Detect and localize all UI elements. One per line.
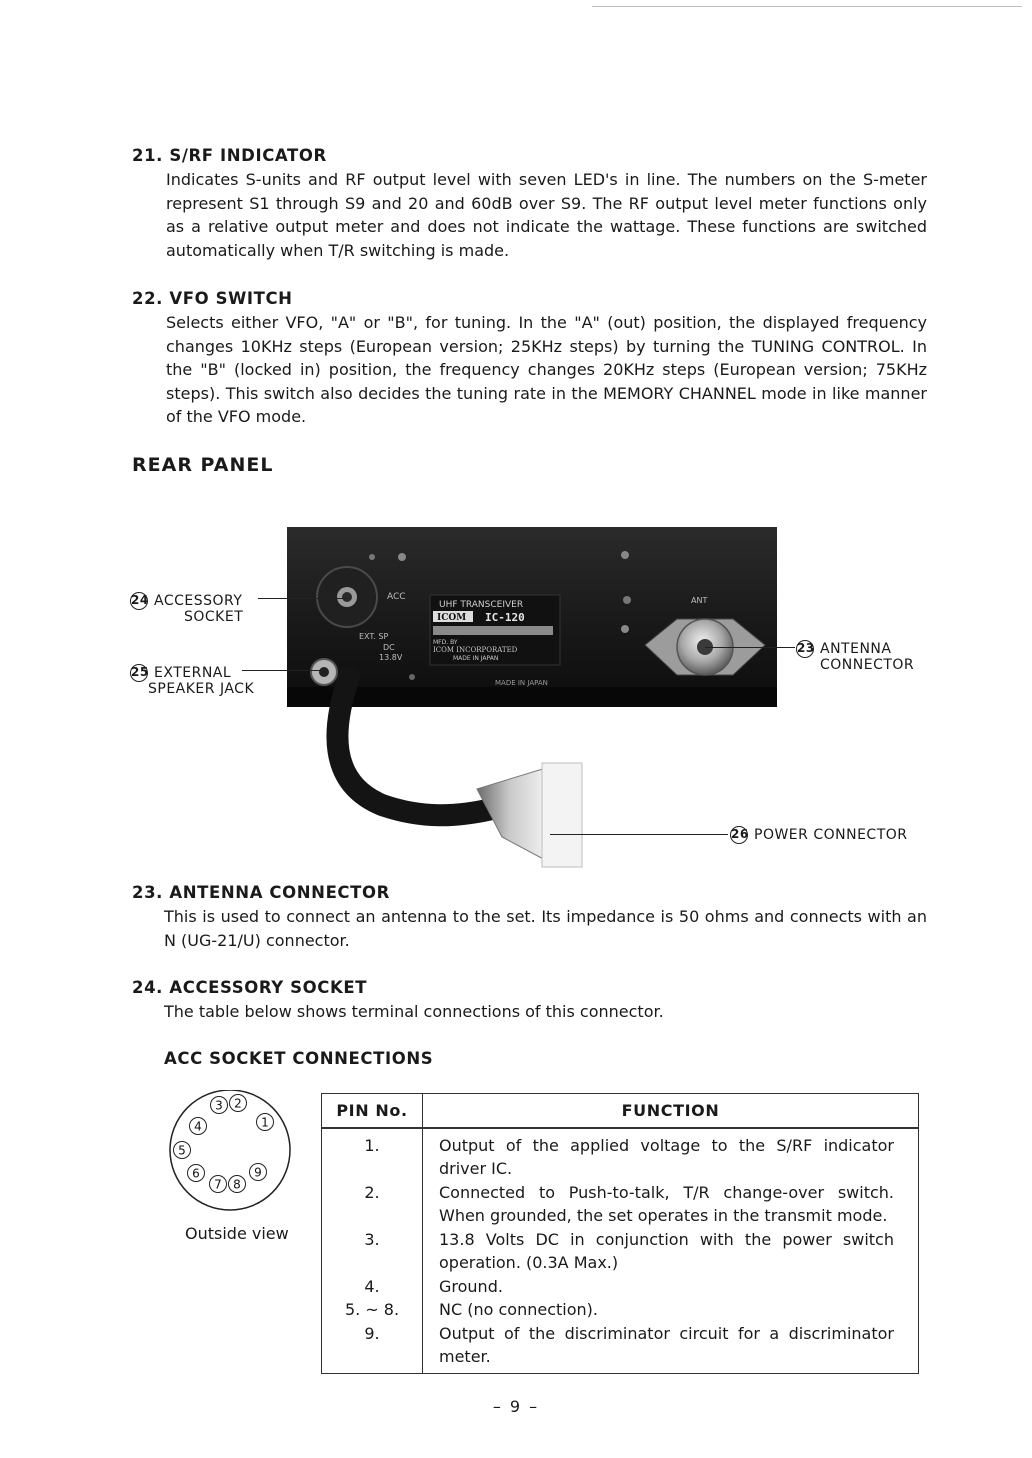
section-antenna-connector	[132, 883, 927, 952]
mfd-label: MFD. BY	[433, 639, 458, 646]
callout-label-2: SPEAKER JACK	[148, 681, 255, 697]
section-heading: 22. VFO SWITCH	[132, 289, 293, 308]
section-heading: 21. S/RF INDICATOR	[132, 146, 327, 165]
inc-label: ICOM INCORPORATED	[433, 646, 518, 654]
rear-panel-photo	[287, 527, 777, 887]
table-row	[322, 1181, 919, 1228]
pin-cell: 3.	[322, 1228, 423, 1275]
ant-label: ANT	[691, 596, 708, 605]
pin-3: 3	[215, 1098, 223, 1113]
function-cell: NC (no connection).	[423, 1298, 919, 1322]
screw-icon	[369, 554, 375, 560]
made-label-2: MADE IN JAPAN	[495, 679, 548, 687]
brand-label: ICOM	[437, 613, 467, 623]
dc-label: DC	[383, 643, 395, 652]
pin-cell: 9.	[322, 1322, 423, 1374]
voltage-label: 13.8V	[379, 653, 403, 662]
callout-label: ACCESSORY	[154, 593, 243, 609]
leader-line	[550, 834, 728, 835]
table-row	[322, 1322, 919, 1374]
section-heading: 23. ANTENNA CONNECTOR	[132, 883, 390, 902]
table-row	[322, 1275, 919, 1299]
uhf-label: UHF TRANSCEIVER	[439, 600, 524, 610]
screw-icon	[623, 596, 631, 604]
pin-cell: 5. ~ 8.	[322, 1298, 423, 1322]
function-cell: Connected to Push-to-talk, T/R change-over switch. When grounded, the set operates in the transmit mode.	[423, 1181, 919, 1228]
callout-power-connector	[730, 826, 908, 844]
top-rule	[592, 6, 1022, 7]
pin-6: 6	[192, 1166, 200, 1181]
leader-line	[242, 670, 322, 671]
callout-number: 26	[730, 826, 748, 844]
ext-sp-label: EXT. SP	[359, 632, 389, 641]
pin-cell: 2.	[322, 1181, 423, 1228]
callout-label-2: CONNECTOR	[820, 657, 915, 673]
section-body: This is used to connect an antenna to the set. Its impedance is 50 ohms and connects with an N (UG-21/U) connector.	[164, 907, 927, 950]
function-cell: Ground.	[423, 1275, 919, 1299]
screw-icon	[409, 674, 415, 680]
page-number: – 9 –	[492, 1397, 540, 1416]
callout-number: 23	[796, 640, 814, 658]
function-cell: 13.8 Volts DC in conjunction with the power switch operation. (0.3A Max.)	[423, 1228, 919, 1275]
acc-label: ACC	[387, 592, 406, 602]
function-cell: Output of the discriminator circuit for a discriminator meter.	[423, 1322, 919, 1374]
section-body: Selects either VFO, "A" or "B", for tuning. In the "A" (out) position, the displayed frequency changes 10KHz steps (European version; 25KHz steps) by turning the TUNING CONTROL. In the "B" (locked in) position, the frequency changes 20KHz steps (European version; 75KHz steps). This switch also decides the tuning rate in the MEMORY CHANNEL mode in like manner of the VFO mode.	[166, 313, 927, 426]
leader-line	[258, 598, 347, 599]
table-row	[322, 1228, 919, 1275]
section-vfo-switch	[132, 289, 927, 429]
pin-cell: 1.	[322, 1128, 423, 1181]
section-accessory-socket	[132, 978, 927, 1024]
table-row	[322, 1128, 919, 1181]
callout-antenna-connector	[796, 640, 914, 673]
power-connector-icon	[542, 763, 582, 867]
pin-2: 2	[234, 1096, 242, 1111]
rear-panel-title: REAR PANEL	[132, 454, 274, 476]
screw-icon	[621, 551, 629, 559]
screw-icon	[621, 625, 629, 633]
pin-8: 8	[233, 1177, 241, 1192]
socket-view-caption: Outside view	[185, 1224, 289, 1243]
table-row	[322, 1298, 919, 1322]
leader-line	[705, 647, 795, 648]
callout-label-2: SOCKET	[184, 609, 244, 625]
callout-number: 24	[130, 592, 148, 610]
function-cell: Output of the applied voltage to the S/RF indicator driver IC.	[423, 1128, 919, 1181]
section-body: Indicates S-units and RF output level with seven LED's in line. The numbers on the S-meter represent S1 through S9 and 20 and 60dB over S9. The RF output level meter functions only as a relative output meter and does not indicate the wattage. These functions are switched automatically when T/R switching is made.	[166, 170, 927, 260]
section-s-rf-indicator	[132, 146, 927, 262]
jack-hole	[319, 667, 329, 677]
section-body: The table below shows terminal connections of this connector.	[164, 1002, 664, 1021]
pin-4: 4	[194, 1119, 202, 1134]
pin-7: 7	[214, 1177, 222, 1192]
callout-number: 25	[130, 664, 148, 682]
acc-connections-table	[321, 1093, 919, 1374]
panel-bottom-edge	[287, 687, 777, 707]
pin-1: 1	[261, 1115, 269, 1130]
pin-column-header: PIN No.	[322, 1094, 423, 1128]
table-header-row	[322, 1094, 919, 1128]
accessory-socket-hole	[342, 592, 352, 602]
model-label: IC-120	[485, 611, 525, 624]
function-column-header: FUNCTION	[423, 1094, 919, 1128]
callout-label: POWER CONNECTOR	[754, 827, 908, 843]
callout-accessory-socket	[130, 592, 243, 625]
callout-external-speaker	[130, 664, 254, 697]
socket-outline	[170, 1090, 290, 1210]
callout-label: EXTERNAL	[154, 665, 232, 681]
pin-cell: 4.	[322, 1275, 423, 1299]
made-label: MADE IN JAPAN	[453, 655, 499, 662]
acc-socket-heading: ACC SOCKET CONNECTIONS	[164, 1049, 434, 1068]
serial-strip	[433, 626, 553, 635]
section-heading: 24. ACCESSORY SOCKET	[132, 978, 368, 997]
pin-5: 5	[178, 1143, 186, 1158]
callout-label: ANTENNA	[820, 641, 892, 657]
screw-icon	[398, 553, 406, 561]
pin-9: 9	[254, 1165, 262, 1180]
